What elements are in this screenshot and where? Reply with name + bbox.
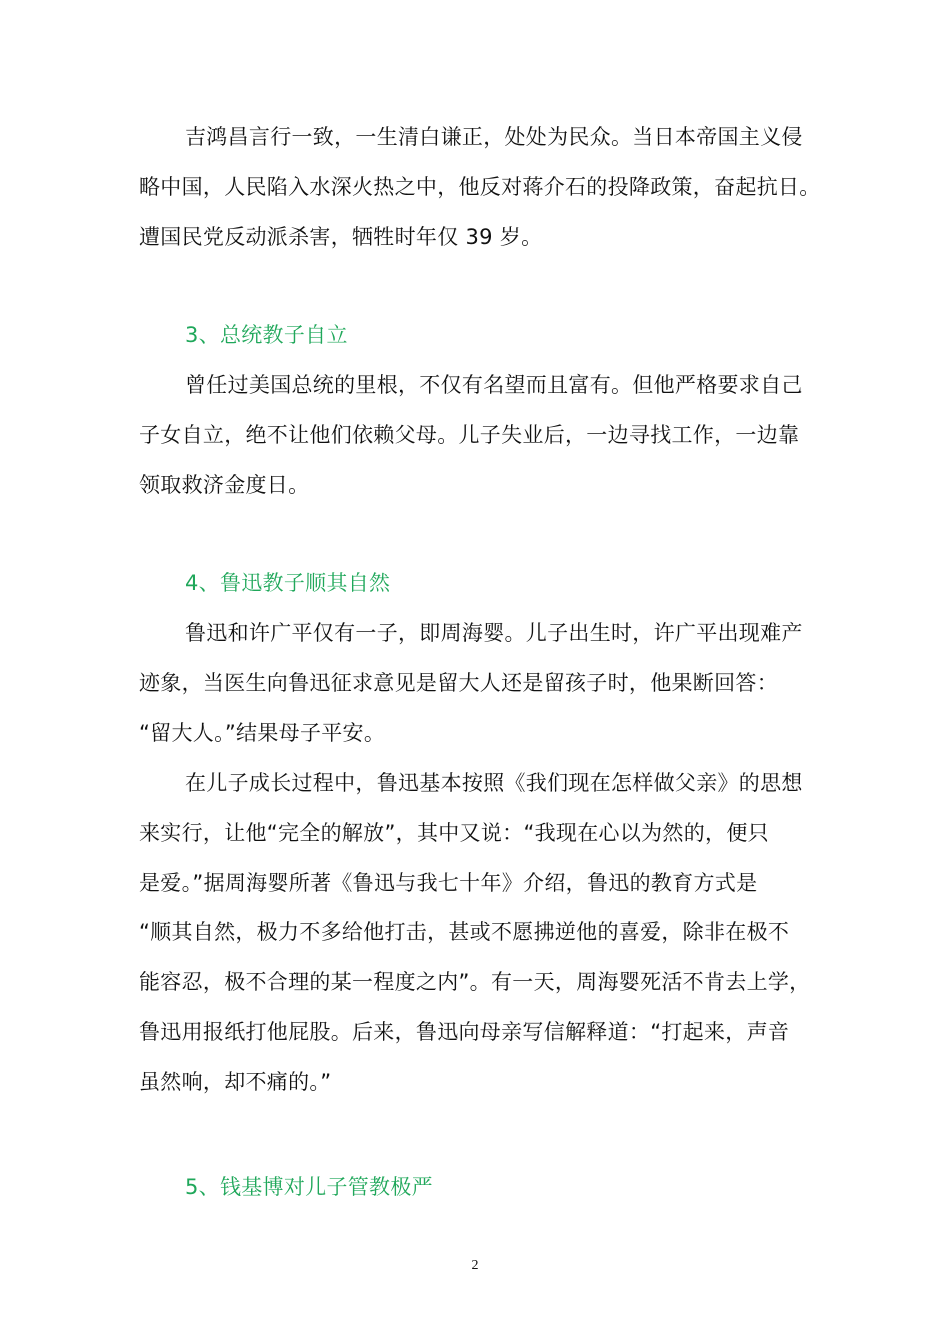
text-line: 曾任过美国总统的里根，不仅有名望而且富有。但他严格要求自己 (185, 373, 803, 397)
text-line: 略中国，人民陷入水深火热之中，他反对蒋介石的投降政策，奋起抗日。 (139, 175, 821, 199)
text-line: 是爱。”据周海婴所著《鲁迅与我七十年》介绍，鲁迅的教育方式是 (139, 871, 758, 895)
text-line: 迹象，当医生向鲁迅征求意见是留大人还是留孩子时，他果断回答： (139, 671, 778, 695)
section-heading-3: 3、总统教子自立 (185, 323, 348, 347)
text-line: 遭国民党反动派杀害，牺牲时年仅 39 岁。 (139, 225, 543, 249)
text-line: 鲁迅和许广平仅有一子，即周海婴。儿子出生时，许广平出现难产 (185, 621, 803, 645)
text-line: 能容忍，极不合理的某一程度之内”。有一天，周海婴死活不肯去上学， (139, 970, 811, 994)
section-heading-4: 4、鲁迅教子顺其自然 (185, 571, 391, 595)
text-line: 吉鸿昌言行一致，一生清白谦正，处处为民众。当日本帝国主义侵 (185, 125, 803, 149)
text-line: “留大人。”结果母子平安。 (139, 721, 386, 745)
page-number: 2 (471, 1258, 479, 1273)
text-line: 鲁迅用报纸打他屁股。后来，鲁迅向母亲写信解释道：“打起来，声音 (139, 1020, 790, 1044)
section-heading-5: 5、钱基博对儿子管教极严 (185, 1175, 433, 1199)
text-line: 虽然响，却不痛的。” (139, 1070, 332, 1094)
text-line: 在儿子成长过程中，鲁迅基本按照《我们现在怎样做父亲》的思想 (185, 771, 803, 795)
text-line: “顺其自然，极力不多给他打击，甚或不愿拂逆他的喜爱，除非在极不 (139, 920, 790, 944)
text-line: 来实行，让他“完全的解放”，其中又说：“我现在心以为然的，便只 (139, 821, 769, 845)
text-line: 子女自立，绝不让他们依赖父母。儿子失业后，一边寻找工作，一边靠 (139, 423, 800, 447)
text-line: 领取救济金度日。 (139, 473, 310, 497)
